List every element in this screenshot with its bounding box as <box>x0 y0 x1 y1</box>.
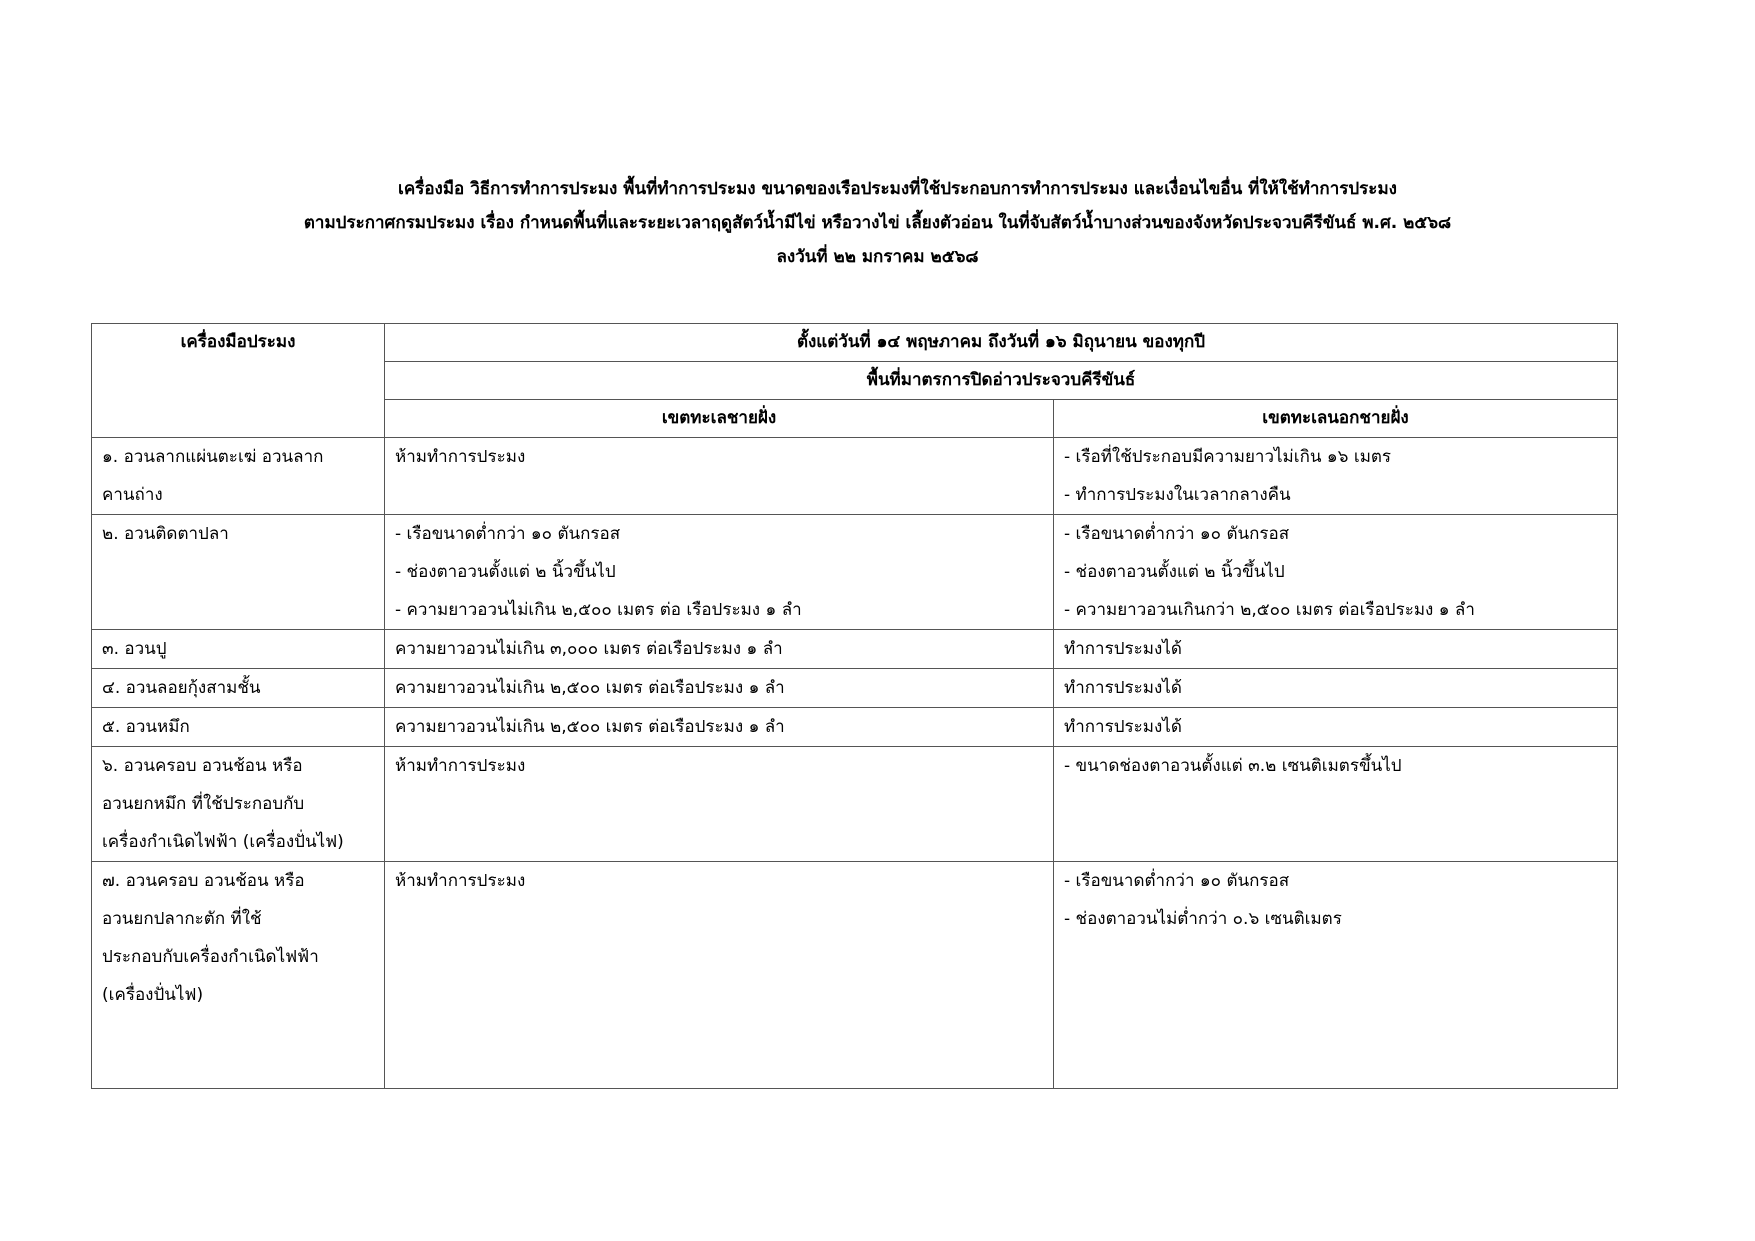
cell-text: - เรือขนาดต่ำกว่า ๑๐ ตันกรอส <box>1064 524 1290 544</box>
table-row <box>92 708 1618 747</box>
coastal-cell <box>385 630 1054 669</box>
cell-text: - ช่องตาอวนตั้งแต่ ๒ นิ้วขึ้นไป <box>1064 562 1285 582</box>
cell-text: ๖. อวนครอบ อวนช้อน หรือ <box>102 756 303 776</box>
offshore-cell <box>1054 515 1618 630</box>
cell-text: ห้ามทำการประมง <box>395 447 526 467</box>
offshore-cell <box>1054 862 1618 1089</box>
header-period: ตั้งแต่วันที่ ๑๔ พฤษภาคม ถึงวันที่ ๑๖ มิถุนายน ของทุกปี <box>385 324 1618 362</box>
cell-text: อวนยกปลากะตัก ที่ใช้ <box>102 909 262 929</box>
cell-text: ๗. อวนครอบ อวนช้อน หรือ <box>102 871 305 891</box>
header-gear: เครื่องมือประมง <box>92 324 385 438</box>
gear-cell <box>92 862 385 1089</box>
cell-text: ประกอบกับเครื่องกำเนิดไฟฟ้า <box>102 947 319 967</box>
cell-text: - ช่องตาอวนตั้งแต่ ๒ นิ้วขึ้นไป <box>395 562 616 582</box>
coastal-cell <box>385 708 1054 747</box>
offshore-cell <box>1054 630 1618 669</box>
cell-text: - เรือขนาดต่ำกว่า ๑๐ ตันกรอส <box>1064 871 1290 891</box>
cell-text: ๔. อวนลอยกุ้งสามชั้น <box>102 678 261 698</box>
cell-text: - ขนาดช่องตาอวนตั้งแต่ ๓.๒ เซนติเมตรขึ้นไป <box>1064 756 1402 776</box>
offshore-cell <box>1054 708 1618 747</box>
table-row <box>92 669 1618 708</box>
cell-text: - เรือขนาดต่ำกว่า ๑๐ ตันกรอส <box>395 524 621 544</box>
cell-text: ทำการประมงได้ <box>1064 717 1182 737</box>
coastal-cell <box>385 747 1054 862</box>
table-row <box>92 515 1618 630</box>
gear-cell <box>92 630 385 669</box>
cell-text: - ช่องตาอวนไม่ต่ำกว่า ๐.๖ เซนติเมตร <box>1064 909 1342 929</box>
gear-cell <box>92 438 385 515</box>
gear-cell <box>92 669 385 708</box>
coastal-cell <box>385 515 1054 630</box>
coastal-cell <box>385 669 1054 708</box>
cell-text: ห้ามทำการประมง <box>395 756 526 776</box>
coastal-cell <box>385 862 1054 1089</box>
cell-text: ห้ามทำการประมง <box>395 871 526 891</box>
cell-text: - ทำการประมงในเวลากลางคืน <box>1064 485 1291 505</box>
header-area: พื้นที่มาตรการปิดอ่าวประจวบคีรีขันธ์ <box>385 362 1618 400</box>
cell-text: คานถ่าง <box>102 485 163 505</box>
cell-text: ๓. อวนปู <box>102 639 167 659</box>
title-line-1: เครื่องมือ วิธีการทำการประมง พื้นที่ทำการประมง ขนาดของเรือประมงที่ใช้ประกอบการทำการประมง และเงื่อนไขอื่น ที่ให้ใช้ทำการประมง <box>398 179 1397 199</box>
cell-text: ความยาวอวนไม่เกิน ๒,๕๐๐ เมตร ต่อเรือประมง ๑ ลำ <box>395 717 785 737</box>
cell-text: ความยาวอวนไม่เกิน ๒,๕๐๐ เมตร ต่อเรือประมง ๑ ลำ <box>395 678 785 698</box>
document-title <box>0 172 1755 274</box>
gear-cell <box>92 708 385 747</box>
header-offshore: เขตทะเลนอกชายฝั่ง <box>1054 400 1618 438</box>
cell-text: ทำการประมงได้ <box>1064 678 1182 698</box>
coastal-cell <box>385 438 1054 515</box>
title-line-3: ลงวันที่ ๒๒ มกราคม ๒๕๖๘ <box>776 247 979 267</box>
fishing-rules-table <box>91 323 1618 1089</box>
title-line-2: ตามประกาศกรมประมง เรื่อง กำหนดพื้นที่และระยะเวลาฤดูสัตว์น้ำมีไข่ หรือวางไข่ เลี้ยงตัวอ่อน ในที่จับสัตว์น้ำบางส่วนของจังหวัดประจวบคีรีขันธ์ พ.ศ. ๒๕๖๘ <box>303 213 1452 233</box>
cell-text: เครื่องกำเนิดไฟฟ้า (เครื่องปั่นไฟ) <box>102 832 344 852</box>
table-row <box>92 747 1618 862</box>
offshore-cell <box>1054 747 1618 862</box>
cell-text: - ความยาวอวนเกินกว่า ๒,๕๐๐ เมตร ต่อเรือประมง ๑ ลำ <box>1064 600 1475 620</box>
table-row <box>92 862 1618 1089</box>
cell-text: - ความยาวอวนไม่เกิน ๒,๕๐๐ เมตร ต่อ เรือประมง ๑ ลำ <box>395 600 802 620</box>
cell-text: ๕. อวนหมึก <box>102 717 190 737</box>
cell-text: - เรือที่ใช้ประกอบมีความยาวไม่เกิน ๑๖ เมตร <box>1064 447 1392 467</box>
table-row <box>92 630 1618 669</box>
table-row <box>92 438 1618 515</box>
cell-text: อวนยกหมึก ที่ใช้ประกอบกับ <box>102 794 305 814</box>
offshore-cell <box>1054 438 1618 515</box>
cell-text: ๒. อวนติดตาปลา <box>102 524 229 544</box>
cell-text: (เครื่องปั่นไฟ) <box>102 985 204 1005</box>
cell-text: ๑. อวนลากแผ่นตะเฆ่ อวนลาก <box>102 447 324 467</box>
cell-text: ทำการประมงได้ <box>1064 639 1182 659</box>
header-coastal: เขตทะเลชายฝั่ง <box>385 400 1054 438</box>
gear-cell <box>92 747 385 862</box>
cell-text: ความยาวอวนไม่เกิน ๓,๐๐๐ เมตร ต่อเรือประมง ๑ ลำ <box>395 639 783 659</box>
offshore-cell <box>1054 669 1618 708</box>
gear-cell <box>92 515 385 630</box>
